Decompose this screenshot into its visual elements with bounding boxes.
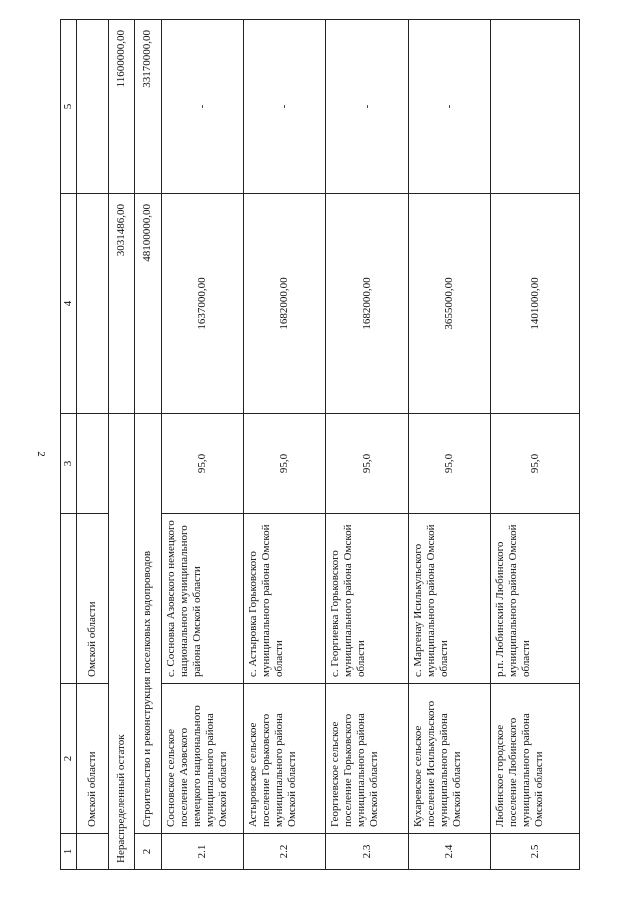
section-row xyxy=(135,20,161,870)
rotated-page xyxy=(60,20,580,870)
cell-num xyxy=(77,834,109,870)
cell-pct: 95,0 xyxy=(161,414,243,514)
budget-table xyxy=(60,19,580,870)
cell-amount2: - xyxy=(244,20,326,194)
header-col-2: 2 xyxy=(61,684,77,834)
cell-amount2: - xyxy=(161,20,243,194)
cell-amount2: 33170000,00 xyxy=(135,20,161,194)
header-col-1: 1 xyxy=(61,834,77,870)
cell-pct: 95,0 xyxy=(326,414,408,514)
cell-amount2: - xyxy=(326,20,408,194)
cell-locality: Омской области xyxy=(77,514,109,684)
cell-amount: 3655000,00 xyxy=(408,194,490,414)
header-col-4: 4 xyxy=(61,194,77,414)
cell-amount: 48100000,00 xyxy=(135,194,161,414)
cell-municipality: Георгиевское сельское поселение Горьковского муниципального района Омской области xyxy=(326,684,408,834)
cell-municipality: Астыровское сельское поселение Горьковского муниципального района Омской области xyxy=(244,684,326,834)
page-number: 2 xyxy=(34,451,47,457)
cell-pct: 95,0 xyxy=(408,414,490,514)
cell-municipality: Любинское городское поселение Любинского муниципального района Омской области xyxy=(491,684,580,834)
row-number: 2.1 xyxy=(161,834,243,870)
cell-amount2: 11600000,00 xyxy=(109,20,135,194)
table-row xyxy=(326,20,408,870)
cell-locality: р.п. Любинский Любинского муниципального района Омской области xyxy=(491,514,580,684)
cell-municipality: Сосновское сельское поселение Азовского немецкого национального муниципального района Омской области xyxy=(161,684,243,834)
table-row xyxy=(161,20,243,870)
cell-amount: 3031486,00 xyxy=(109,194,135,414)
cell-municipality: Омской области xyxy=(77,684,109,834)
cell-locality: с. Маргенау Исилькульского муниципального района Омской области xyxy=(408,514,490,684)
header-col-2b xyxy=(61,514,77,684)
cell-pct xyxy=(77,414,109,514)
table-row xyxy=(491,20,580,870)
cell-amount: 1637000,00 xyxy=(161,194,243,414)
cell-locality: с. Георгиевка Горьковского муниципального района Омской области xyxy=(326,514,408,684)
cell-amount2 xyxy=(77,20,109,194)
cell-locality: с. Сосновка Азовского немецкого национального муниципального района Омской области xyxy=(161,514,243,684)
cell-locality: с. Астыровка Горьковского муниципального района Омской области xyxy=(244,514,326,684)
cell-amount: 1682000,00 xyxy=(326,194,408,414)
cell-pct: 95,0 xyxy=(244,414,326,514)
section-label: Строительство и реконструкция поселковых водопроводов xyxy=(135,414,161,834)
row-number: 2.2 xyxy=(244,834,326,870)
row-number: 2.3 xyxy=(326,834,408,870)
section-number: 2 xyxy=(135,834,161,870)
row-number: 2.5 xyxy=(491,834,580,870)
header-col-5: 5 xyxy=(61,20,77,194)
cell-municipality: Кухаревское сельское поселение Исилькульского муниципального района Омской области xyxy=(408,684,490,834)
cell-amount2 xyxy=(491,20,580,194)
table-row xyxy=(408,20,490,870)
table-row xyxy=(244,20,326,870)
cell-amount2: - xyxy=(408,20,490,194)
cell-pct: 95,0 xyxy=(491,414,580,514)
cell-amount xyxy=(77,194,109,414)
cell-amount: 1401000,00 xyxy=(491,194,580,414)
section-row xyxy=(109,20,135,870)
cell-amount: 1682000,00 xyxy=(244,194,326,414)
header-row xyxy=(61,20,77,870)
row-number: 2.4 xyxy=(408,834,490,870)
section-label: Нераспределенный остаток xyxy=(109,414,135,870)
header-col-3: 3 xyxy=(61,414,77,514)
table-row xyxy=(77,20,109,870)
